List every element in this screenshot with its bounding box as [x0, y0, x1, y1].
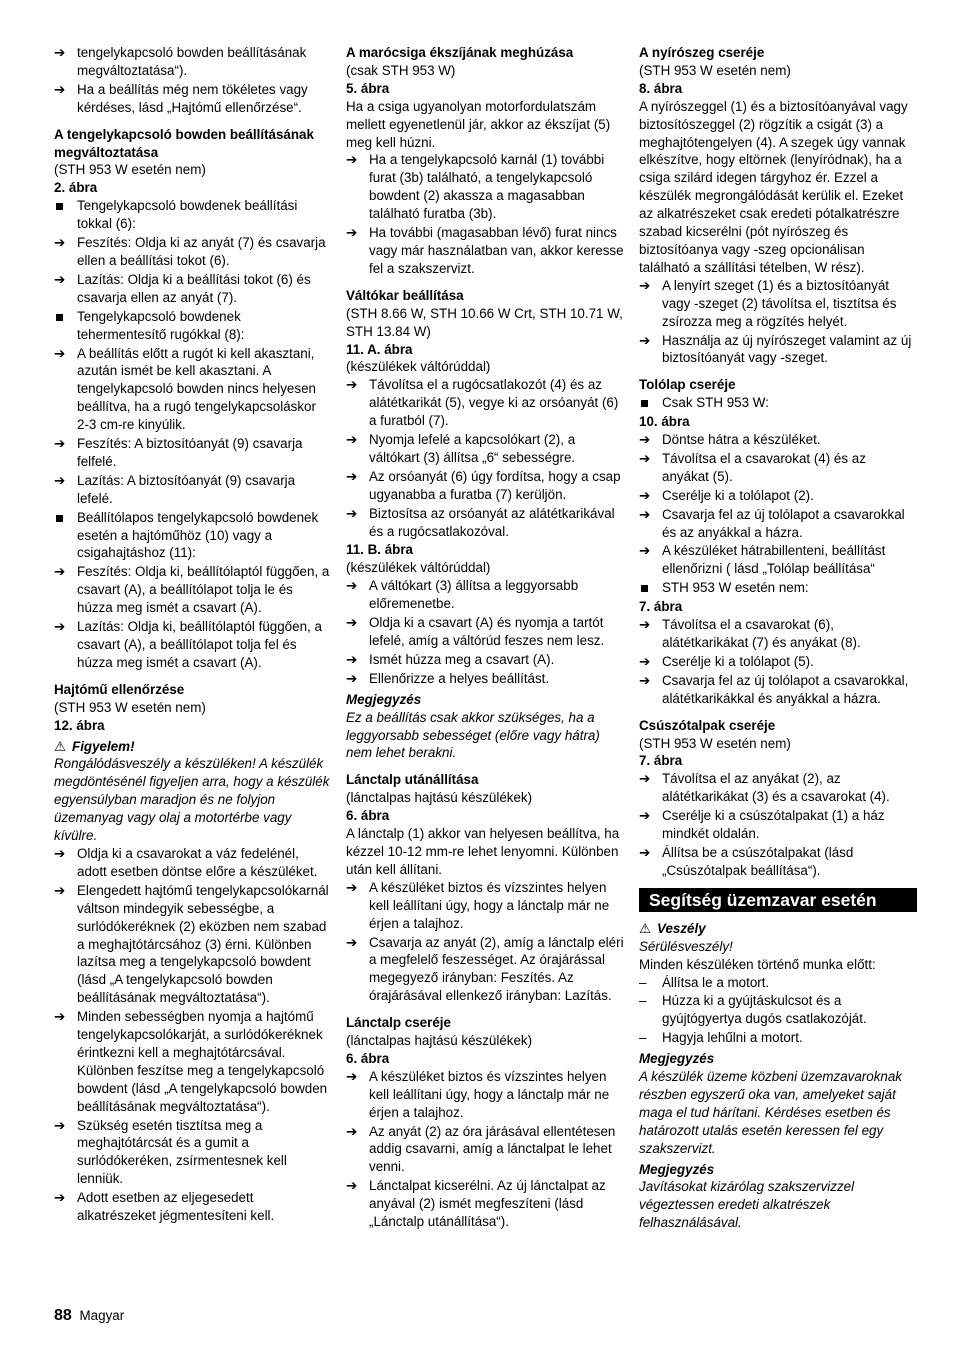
paragraph: (készülékek váltórúddal) [346, 560, 491, 576]
step-item [54, 44, 330, 80]
dash-icon: – [639, 993, 647, 1009]
step-item [346, 670, 624, 688]
arrow-icon: ➔ [639, 653, 651, 669]
italic-note-text: Javításokat kizárólag szakszervizzel végeztessen eredeti alkatrészek felhasználásával. [639, 1179, 855, 1231]
arrow-icon: ➔ [346, 1178, 358, 1194]
step-item [639, 277, 915, 331]
item-text: Használja az új nyírószeget valamint az új biztosítóanyát vagy -szeget. [662, 332, 912, 366]
dash-item [639, 974, 915, 992]
arrow-icon: ➔ [346, 578, 358, 594]
square-bullet-icon [54, 197, 74, 215]
item-text: Ha további (magasabban lévő) furat nincs vagy már használatban van, akkor keresse fel a szakszervizt. [369, 225, 624, 276]
chapter-heading: Segítség üzemzavar esetén [639, 888, 917, 912]
square-bullet-icon [54, 509, 74, 527]
step-item [54, 81, 330, 117]
step-item [346, 614, 624, 650]
figure-reference: 8. ábra [639, 80, 683, 96]
paragraph: (STH 8.66 W, STH 10.66 W Crt, STH 10.71 W, STH 13.84 W) [346, 305, 623, 339]
paragraph: (lánctalpas hajtású készülékek) [346, 790, 533, 806]
step-item [346, 651, 624, 669]
paragraph: (STH 953 W esetén nem) [639, 62, 791, 78]
item-text: Lazítás: Oldja ki, beállítólaptól függően, a csavart (A), a beállítólapot tolja fel és húzza meg ismét a csavart (A). [77, 619, 322, 670]
dash-item [639, 1029, 915, 1047]
arrow-icon: ➔ [346, 651, 358, 667]
italic-note-text: Rongálódásveszély a készüléken! A készülék megdöntésénél figyeljen arra, hogy a készülék egyensúlyban maradjon és ne folyjon üzemanyag vagy olaj a motortérbe vagy kívülre. [54, 756, 330, 844]
column-middle [346, 44, 624, 1232]
step-item [639, 487, 915, 505]
figure-reference: 7. ábra [639, 599, 683, 615]
step-item [639, 770, 915, 806]
step-item [346, 1068, 624, 1122]
item-text: Állítsa le a motort. [662, 974, 770, 990]
note-heading: Megjegyzés [639, 1051, 715, 1067]
arrow-icon: ➔ [639, 672, 651, 688]
arrow-icon: ➔ [346, 879, 358, 895]
item-text: Az orsóanyát (6) úgy fordítsa, hogy a csap ugyanabba a furatba (7) kerüljön. [369, 468, 621, 502]
item-text: Ha a beállítás még nem tökéletes vagy kérdéses, lásd „Hajtómű ellenőrzése“. [77, 81, 308, 115]
item-text: Csavarja fel az új tolólapot a csavarokkal és az anyákkal a házra. [662, 506, 905, 540]
section-heading: Váltókar beállítása [346, 287, 464, 303]
item-text: Húzza ki a gyújtáskulcsot és a gyújtógyertya dugós csatlakozóját. [662, 993, 867, 1027]
step-item [346, 376, 624, 430]
section-heading: A nyírószeg cseréje [639, 45, 765, 60]
step-item [54, 271, 330, 307]
square-bullet-shape [641, 585, 648, 592]
paragraph: (STH 953 W esetén nem) [639, 735, 791, 751]
arrow-icon: ➔ [346, 670, 358, 686]
section-heading: Hajtómű ellenőrzése [54, 681, 185, 697]
item-text: Döntse hátra a készüléket. [662, 432, 821, 448]
dash-icon: – [639, 1030, 647, 1046]
item-text: Minden sebességben nyomja a hajtómű tengelykapcsolókarját, a surlódókeréknek érintkezni kell a meghajtótárcsával. Különben feszítse meg a tengelykapcsoló bowdent (lásd „A tengelykapcsoló bowden beállításának megváltoztatása“). [77, 1009, 328, 1114]
step-item [639, 807, 915, 843]
square-bullet-icon [639, 579, 659, 597]
arrow-icon: ➔ [54, 619, 66, 635]
step-item [54, 345, 330, 435]
arrow-icon: ➔ [639, 506, 651, 522]
square-bullet-icon [639, 394, 659, 412]
item-text: Elengedett hajtómű tengelykapcsolókarnál váltson mindegyik sebességbe, a surlódókeréknek (2) eközben nem szabad a meghajtótárcsához (3) érni. Különben lazítsa meg a tengelykapcsoló bowdent (lásd „A tengelykapcsoló bowden beállításának megváltoztatása“). [77, 882, 329, 1006]
arrow-icon: ➔ [54, 81, 66, 97]
arrow-icon: ➔ [346, 225, 358, 241]
item-text: Az anyát (2) az óra járásával ellentétesen addig csavarni, amíg a lánctalpat le lehet venni. [369, 1123, 616, 1175]
item-text: Tengelykapcsoló bowdenek beállítási tokkal (6): [77, 198, 298, 232]
paragraph: (csak STH 953 W) [346, 62, 456, 78]
item-text: Távolítsa el a csavarokat (6), alátétkarikákat (7) és anyákat (8). [662, 617, 861, 650]
item-text: Távolítsa el a csavarokat (4) és az anyákat (5). [662, 450, 866, 484]
item-text: Szükség esetén tisztítsa meg a meghajtótárcsát és a gumit a surlódókeréken, zsírmentesnek kell lenniük. [77, 1117, 287, 1187]
step-item [346, 505, 624, 541]
figure-reference: 6. ábra [346, 1050, 390, 1066]
section-heading: A tengelykapcsoló bowden beállításának megváltoztatása [54, 126, 314, 160]
arrow-icon: ➔ [54, 45, 66, 60]
arrow-icon: ➔ [639, 543, 651, 559]
arrow-icon: ➔ [346, 934, 358, 950]
paragraph: (készülékek váltórúddal) [346, 359, 491, 375]
square-bullet-shape [641, 400, 648, 407]
item-text: Ha a tengelykapcsoló karnál (1) további furat (3b) található, a tengelykapcsoló bowdent (2) akassza a magasabban található furatba (3b). [369, 152, 605, 222]
section-heading: Tolólap cseréje [639, 377, 736, 393]
item-text: STH 953 W esetén nem: [662, 580, 809, 596]
bullet-item [639, 394, 915, 412]
item-text: Csak STH 953 W: [662, 395, 769, 411]
arrow-icon: ➔ [54, 235, 66, 251]
item-text: Adott esetben az eljegesedett alkatrészeket jégmentesíteni kell. [77, 1190, 275, 1224]
item-text: Távolítsa el az anyákat (2), az alátétkarikákat (3) és a csavarokat (4). [662, 771, 890, 805]
paragraph: A nyírószeggel (1) és a biztosítóanyával vagy biztosítószeggel (2) rögzítik a csigát (3) a meghajtótengelyen (4). A szegek úgy vannak elkészítve, hogy eltörnek (lenyíródnak), ha a csiga szilárd idegen tárgyhoz ér. Ezzel a készülék megrongálódását kerülik el. Ezeket az alkatrészeket csak eredeti pótalkatrészre szabad kicserélni (pót nyírószeg és biztosítóanya vagy -szeg opcionálisan található a szállítási tételben, W rész). [639, 98, 908, 275]
item-text: Feszítés: Oldja ki az anyát (7) és csavarja ellen a beállítási tokot (6). [77, 235, 326, 268]
step-item [639, 542, 915, 578]
item-text: Ismét húzza meg a csavart (A). [369, 651, 555, 667]
item-text: Lazítás: A biztosítóanyát (9) csavarja lefelé. [77, 472, 296, 506]
arrow-icon: ➔ [54, 882, 66, 898]
step-item [54, 472, 330, 508]
step-item [54, 882, 330, 1007]
item-text: Nyomja lefelé a kapcsolókart (2), a váltókart (3) állítsa „6“ sebességre. [369, 432, 576, 465]
arrow-icon: ➔ [346, 152, 358, 168]
step-item [639, 616, 915, 652]
note-heading: Megjegyzés [346, 691, 422, 707]
bullet-item [54, 308, 330, 344]
step-item [54, 234, 330, 270]
warning-icon: ⚠ [54, 738, 67, 754]
step-item [639, 506, 915, 542]
figure-reference: 12. ábra [54, 717, 105, 733]
item-text: A készüléket hátrabillenteni, beállítást ellenőrizni ( lásd „Tolólap beállítása“ [662, 543, 886, 577]
paragraph: (STH 953 W esetén nem) [54, 162, 206, 178]
warning-label: Figyelem! [72, 738, 135, 754]
arrow-icon: ➔ [54, 345, 66, 361]
item-text: tengelykapcsoló bowden beállításának megváltoztatása“). [77, 45, 307, 78]
step-item [54, 1189, 330, 1225]
item-text: Állítsa be a csúszótalpakat (lásd „Csúszótalpak beállítása“). [662, 844, 854, 878]
step-item [54, 563, 330, 617]
step-item [54, 845, 330, 881]
item-text: A készüléket biztos és vízszintes helyen kell leállítani úgy, hogy a lánctalp már ne érjen a talajhoz. [369, 1068, 610, 1120]
arrow-icon: ➔ [54, 1190, 66, 1206]
arrow-icon: ➔ [346, 1123, 358, 1139]
item-text: A lenyírt szeget (1) és a biztosítóanyát vagy -szeget (2) távolítsa el, tisztítsa és zsírozza meg a rögzítés helyét. [662, 277, 897, 329]
step-item [346, 1177, 624, 1231]
item-text: Tengelykapcsoló bowdenek tehermentesítő rugókkal (8): [77, 308, 245, 342]
item-text: Cserélje ki a csúszótalpakat (1) a ház mindkét oldalán. [662, 808, 885, 842]
item-text: Hagyja lehűlni a motort. [662, 1030, 803, 1046]
step-item [346, 468, 624, 504]
dash-item [639, 992, 915, 1028]
arrow-icon: ➔ [54, 564, 66, 580]
square-bullet-icon [54, 308, 74, 326]
arrow-icon: ➔ [54, 472, 66, 488]
square-bullet-shape [56, 203, 63, 210]
step-item [54, 435, 330, 471]
warning-icon: ⚠ [639, 920, 652, 936]
step-item [639, 332, 915, 368]
section-heading: A marócsiga ékszíjának meghúzása [346, 45, 574, 60]
bullet-item [54, 197, 330, 233]
section-heading: Csúszótalpak cseréje [639, 717, 776, 733]
paragraph: Minden készüléken történő munka előtt: [639, 956, 876, 972]
item-text: Távolítsa el a rugócsatlakozót (4) és az alátétkarikát (5), vegye ki az orsóanyát (6) a furatból (7). [369, 377, 619, 429]
italic-note-text: Ez a beállítás csak akkor szükséges, ha a leggyorsabb sebességet (előre vagy hátra) nem lehet berakni. [346, 709, 600, 761]
step-item [346, 879, 624, 933]
arrow-icon: ➔ [639, 332, 651, 348]
square-bullet-shape [56, 515, 63, 522]
arrow-icon: ➔ [54, 1117, 66, 1133]
step-item [639, 450, 915, 486]
item-text: A beállítás előtt a rugót ki kell akasztani, azután ismét be kell akasztani. A tengelykapcsoló bowden nincs helyesen beállítva, ha a rugó tengelykapcsoláskor 2-3 cm-re kinyúlik. [77, 345, 316, 433]
arrow-icon: ➔ [639, 844, 651, 860]
arrow-icon: ➔ [639, 450, 651, 466]
arrow-icon: ➔ [54, 1009, 66, 1025]
section-heading: Lánctalp utánállítása [346, 772, 479, 788]
step-item [639, 672, 915, 708]
paragraph: Ha a csiga ugyanolyan motorfordulatszám mellett egyenetlenül jár, akkor az ékszíjat (5) meg kell húzni. [346, 98, 611, 150]
paragraph: A lánctalp (1) akkor van helyesen beállítva, ha kézzel 10-12 mm-re lehet lenyomni. Különben után kell állítani. [346, 826, 620, 877]
arrow-icon: ➔ [346, 432, 358, 448]
item-text: Csavarja az anyát (2), amíg a lánctalp eléri a megfelelő feszességet. Az órajárással megegyező irányban: Feszítés. Az órajárásával ellenkező irányban: Lazítás. [369, 934, 624, 1004]
step-item [639, 844, 915, 880]
square-bullet-shape [56, 314, 63, 321]
figure-reference: 11. A. ábra [346, 341, 413, 357]
arrow-icon: ➔ [639, 432, 651, 448]
arrow-icon: ➔ [54, 271, 66, 287]
step-item [639, 653, 915, 671]
arrow-icon: ➔ [346, 505, 358, 521]
bullet-item [54, 509, 330, 563]
step-item [346, 151, 624, 223]
column-right [639, 44, 915, 1232]
arrow-icon: ➔ [639, 808, 651, 824]
note-heading: Megjegyzés [639, 1161, 715, 1177]
arrow-icon: ➔ [54, 845, 66, 861]
arrow-icon: ➔ [54, 436, 66, 452]
item-text: Lánctalpat kicserélni. Az új lánctalpat az anyával (2) ismét megfeszíteni (lásd „Lánctalp utánállítása“). [369, 1178, 606, 1230]
item-text: A váltókart (3) állítsa a leggyorsabb előremenetbe. [369, 578, 579, 612]
arrow-icon: ➔ [639, 771, 651, 787]
arrow-icon: ➔ [346, 1068, 358, 1084]
arrow-icon: ➔ [639, 487, 651, 503]
arrow-icon: ➔ [639, 617, 651, 633]
figure-reference: 6. ábra [346, 808, 390, 824]
paragraph: (STH 953 W esetén nem) [54, 699, 206, 715]
step-item [346, 224, 624, 278]
item-text: Lazítás: Oldja ki a beállítási tokot (6) és csavarja ellen az anyát (7). [77, 271, 311, 305]
item-text: Ellenőrizze a helyes beállítást. [369, 670, 550, 686]
step-item [346, 1123, 624, 1177]
section-heading: Lánctalp cseréje [346, 1015, 451, 1031]
figure-reference: 11. B. ábra [346, 542, 413, 558]
step-item [54, 1117, 330, 1189]
arrow-icon: ➔ [346, 377, 358, 393]
arrow-icon: ➔ [346, 615, 358, 631]
bullet-item [639, 579, 915, 597]
step-item [346, 934, 624, 1006]
dash-icon: – [639, 974, 647, 990]
step-item [54, 618, 330, 672]
warning-heading [54, 738, 330, 756]
item-text: Feszítés: Oldja ki, beállítólaptól függően, a csavart (A), a beállítólapot tolja le és húzza meg ismét a csavart (A). [77, 564, 330, 616]
item-text: A készüléket biztos és vízszintes helyen kell leállítani úgy, hogy a lánctalp már ne érjen a talajhoz. [369, 879, 610, 931]
item-text: Beállítólapos tengelykapcsoló bowdenek esetén a hajtóműhöz (10) vagy a csigahajtáshoz (11): [77, 509, 319, 561]
step-item [346, 431, 624, 467]
arrow-icon: ➔ [346, 468, 358, 484]
step-item [639, 431, 915, 449]
paragraph: (lánctalpas hajtású készülékek) [346, 1033, 533, 1049]
arrow-icon: ➔ [639, 277, 651, 293]
item-text: Oldja ki a csavart (A) és nyomja a tartót lefelé, amíg a váltórúd feszes nem lesz. [369, 615, 605, 648]
figure-reference: 5. ábra [346, 80, 390, 96]
italic-note-text: A készülék üzeme közbeni üzemzavaroknak részben egyszerű oka van, amelyeket saját maga el tud hárítani. Kérdéses esetben és határozott utalás esetén keressen fel egy szakszervizt. [639, 1069, 902, 1156]
italic-note-text: Sérülésveszély! [639, 938, 733, 954]
item-text: Biztosítsa az orsóanyát az alátétkarikával és a rugócsatlakozóval. [369, 505, 615, 539]
warning-heading [639, 920, 915, 938]
item-text: Cserélje ki a tolólapot (2). [662, 487, 814, 503]
item-text: Cserélje ki a tolólapot (5). [662, 653, 814, 669]
figure-reference: 10. ábra [639, 414, 690, 430]
footer-language: Magyar [79, 1308, 125, 1323]
item-text: Oldja ki a csavarokat a váz fedelénél, adott esetben döntse előre a készüléket. [77, 845, 318, 879]
page-footer [54, 1307, 124, 1325]
step-item [346, 577, 624, 613]
column-left [54, 44, 330, 1226]
figure-reference: 7. ábra [639, 753, 683, 769]
item-text: Csavarja fel az új tolólapot a csavarokkal, alátétkarikákkal és anyákkal a házra. [662, 672, 909, 706]
warning-label: Veszély [657, 920, 706, 936]
item-text: Feszítés: A biztosítóanyát (9) csavarja felfelé. [77, 436, 303, 469]
figure-reference: 2. ábra [54, 180, 98, 196]
step-item [54, 1008, 330, 1115]
page-number: 88 [54, 1307, 72, 1324]
